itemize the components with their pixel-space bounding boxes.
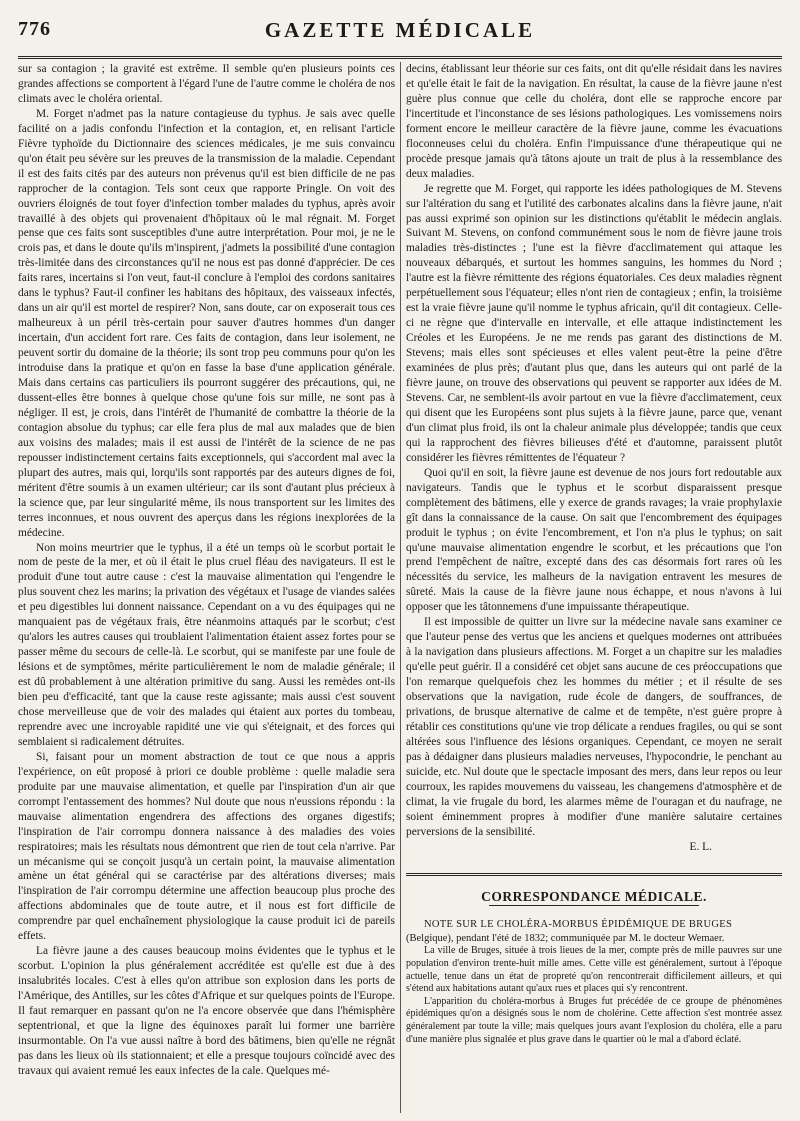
paragraph: Quoi qu'il en soit, la fièvre jaune est devenue de nos jours fort redoutable aux navigateurs. Tandis que le typhus et le scorbut disparaissent presque complètement des bâtimens, elle y exerce de grands ravages; la vraie prophylaxie gît dans la connaissance de la cause. On sait que l'encombrement des équipages produit le typhus ; on évite l'encombrement, et l'on n'a plus le typhus; on sait qu'une mauvaise alimentation engendre le scorbut, et les précautions que l'on prend l'empêchent de naître, excepté dans des cas désormais fort rares où les nécessités du service, les malheurs de la navigation entravent les mesures de sûreté. Mais la cause de la fièvre jaune nous échappe, et nous n'avons à lui opposer que les tâtonnemens d'une impuissante thérapeutique.: [406, 466, 782, 614]
note-heading-caps: NOTE SUR LE CHOLÉRA-MORBUS ÉPIDÉMIQUE DE BRUGES: [424, 919, 733, 931]
paragraph: L'apparition du choléra-morbus à Bruges fut précédée de ce groupe de phénomènes épidémiques qu'on a désignés sous le nom de cholérine. Cette affection s'est montrée assez généralement par toute la ville; mais quelques jours avant l'explosion du choléra, elle a paru d'une manière plus signalée et plus grave dans le quartier où le mal a d'abord éclaté.: [406, 995, 782, 1045]
paragraph: decins, établissant leur théorie sur ces faits, ont dit qu'elle résidait dans les navires et qu'elle était le fait de la navigation. En résultat, la cause de la fièvre jaune n'est guère plus connue que celle du choléra, dont elle se rapproche encore par l'incertitude et l'inconstance de ses lésions pathologiques. Les vomissemens noirs forment encore le meilleur caractère de la fièvre jaune, comme les évacuations floconneuses celui du choléra. Enfin l'impuissance d'une thérapeutique qui ne procède presque jamais qu'à tâtons ajoute un trait de plus à la ressemblance des deux maladies.: [406, 63, 782, 180]
paragraph: Je regrette que M. Forget, qui rapporte les idées pathologiques de M. Stevens sur l'altération du sang et l'utilité des carbonates alcalins dans la fièvre jaune, n'ait pas aussi exprimé son opinion sur les distinctions qu'établit le médecin anglais. Suivant M. Stevens, on confond communément sous le nom de fièvre jaune trois maladies très-distinctes ; l'une est la fièvre d'acclimatement qui attaque les nouveaux débarqués, et surtout les hommes sanguins, les hommes du Nord ; l'autre est la fièvre rémittente des régions équatoriales. Ces deux maladies règnent perpétuellement sous l'équateur; elles n'ont rien de contagieux ; enfin, la troisième est la vraie fièvre jaune qu'il nomme le typhus africain, qu'il dit contagieux. Celle-ci ne règne que d'intervalle en intervalle, et elle attaque indistinctement les Créoles et les Européens. Je ne me rends pas garant des distinctions de M. Stevens; mais elles sont spécieuses et elles valent peut-être la peine d'être examinées de plus près; d'autant plus que, dans les auteurs qui ont parlé de la fièvre jaune, on trouve des observations qui peuvent se rapporter aux idées de M. Stevens. Car, ne semblent-ils avoir partout en vue la fièvre d'acclimatement, ceux qui disent que les Européens sont plus sujets à la fièvre jaune, parce que, venant d'un climat plus froid, ils ont la chaleur animale plus développée; tandis que ceux qui la rapprochent des fièvres bilieuses d'été et d'automne, paraissent plutôt considérer les fièvres rémittentes de l'équateur ?: [406, 182, 782, 464]
journal-title: GAZETTE MÉDICALE: [264, 18, 536, 42]
left-column: [18, 62, 395, 1113]
page-number: 776: [18, 18, 51, 40]
paragraph: Il est impossible de quitter un livre sur la médecine navale sans examiner ce que l'auteur pense des vertus que les anciens et quelques modernes ont attribuées à la navigation dans plusieurs affections. M. Forget a un chapitre sur les maladies qu'elle peut guérir. Il a considéré cet objet sans aucune de ces préoccupations que l'on remarque quelquefois chez les hommes du métier ; et il résulte de ses observations que la navigation, rude école de dangers, de souffrances, de privations, de brusque alternative de calme et de tempête, n'est guère propre à rétablir ces constitutions qu'une vie trop délicate a rendues fragiles, ou qui se sont altérées sous l'influence des lésions organiques. Cependant, ce moyen ne serait pas à dédaigner dans plusieurs maladies nerveuses, l'hypocondrie, le penchant au suicide, etc. Nul doute que le spectacle imposant des mers, dans leur repos ou leur courroux, les rapides mouvemens du vaisseau, les changemens d'atmosphère et de climat, la vie frugale du bord, les alarmes même de l'ouragan et du naufrage, ne soient éminemment propres à modifier d'une manière salutaire certaines perversions de la sensibilité.: [406, 616, 782, 838]
right-column: [406, 62, 782, 1113]
note-heading-rest: (Belgique), pendant l'été de 1832; communiquée par M. le docteur Wemaer.: [406, 932, 725, 944]
paragraph: sur sa contagion ; la gravité est extrême. Il semble qu'en plusieurs points ces grandes affections se comportent à l'égard l'une de l'autre comme le choléra de nos climats avec le choléra oriental.: [18, 63, 395, 105]
paragraph: Non moins meurtrier que le typhus, il a été un temps où le scorbut portait le nom de peste de la mer, et où il était le plus cruel fléau des navigateurs. Il est le produit d'une tout autre cause : c'est la mauvaise alimentation qui l'engendre le plus souvent chez les marins; la privation des végétaux et l'usage de viandes salées et peu digestibles lui donnent naissance. Cependant on a vu des équipages qui ne manquaient pas de végétaux frais, être néanmoins attaqués par le scorbut; c'est qu'alors les autres causes qui troublaient l'alimentation étaient assez fortes pour se passer même du secours de celle-là. Le scorbut, qui se manifeste par une foule de lésions et de symptômes, mérite particulièrement le nom de maladie générale; il est dû probablement à une altération primitive du sang. Aussi les remèdes ont-ils bien peu d'efficacité, tant que la cause reste agissante; mais aussi c'est souvent chose merveilleuse que de voir des malades qui étaient aux portes du tombeau, reprendre avec une incroyable rapidité une vie qui s'éteignait, et des forces qui semblaient si radicalement détruites.: [18, 541, 395, 748]
column-divider: [400, 62, 401, 1113]
article-signature: E. L.: [689, 840, 712, 853]
paragraph: Si, faisant pour un moment abstraction de tout ce que nous a appris l'expérience, on eût proposé à priori ce double problème : quelle maladie sera produite par une mauvaise alimentation, et quelle par l'inspiration d'un air que corrompt l'entassement des hommes? Nul doute que nous n'eussions répondu : la mauvaise alimentation engendrera des affections des organes digestifs; l'inspiration de l'air corrompu donnera naissance à des maladies des voies respiratoires; mais les résultats nous démontrent que rien de tout cela n'arrive. Par un mécanisme qui se conçoit jusqu'à un certain point, la mauvaise alimentation amène un état général qui se caractérise par des altérations diverses; mais l'inspiration de l'air corrompu détermine une affection beaucoup plus proche des affections abdominales que de toute autre, et il nous est fort difficile de comprendre par quel enchaînement physiologique la cause produit ici de pareils effets.: [18, 750, 395, 943]
paragraph: La fièvre jaune a des causes beaucoup moins évidentes que le typhus et le scorbut. L'opinion la plus généralement accréditée est qu'elle est due à des insalubrités locales. C'est à elles qu'on attribue son explosion dans les ports de l'Amérique, des Antilles, sur les côtes d'Afrique et sur quelques points de l'Europe. Il faut remarquer en passant qu'on ne l'a encore observée que dans l'hémisphère septentrional, et que la ligne des équinoxes paraît lui former une barrière insurmontable. On l'a vue aussi naître à bord des bâtimens, bien qu'elle ne régnât pas dans les lieux où ils stationnaient; et elle a presque toujours coïncidé avec des travaux qui avaient remué les eaux infectes de la cale. Quelques mé-: [18, 945, 395, 1077]
page-header: [18, 18, 782, 48]
note-body: [406, 945, 782, 1046]
section-title: [406, 890, 782, 907]
paragraph: La ville de Bruges, située à trois lieues de la mer, compte près de mille pauvres sur une population d'environ trente-huit mille ames. Cette ville est généralement, surtout à l'époque actuelle, tenue dans un état de propreté qu'on rencontrerait difficilement ailleurs, et qui s'étend aux habitations autant qu'aux rues et places qui s'y rencontrent.: [406, 945, 782, 995]
section-title-text: CORRESPONDANCE MÉDICALE.: [481, 888, 707, 904]
header-rule: [18, 56, 782, 59]
note-heading: [406, 918, 782, 945]
section-rule: [406, 873, 782, 876]
paragraph: M. Forget n'admet pas la nature contagieuse du typhus. Je sais avec quelle facilité on a jadis confondu l'infection et la contagion, et, en relisant l'article Fièvre typhoïde du Dictionnaire des sciences médicales, je me suis convaincu qu'on était peu sévère sur les preuves de la transmission de la maladie. Cependant il est des faits cités par des auteurs non prévenus qu'il est bien difficile de ne pas rapprocher de la contagion. Tels sont ceux que rapporte Pringle. On voit des ouvriers éloignés de tout foyer d'infection tomber malades du typhus, après avoir travaillé à des objets qui provenaient d'hôpitaux où le mal régnait. M. Forget pense que ces faits sont susceptibles d'une autre interprétation. Pour moi, je ne le crois pas, et dans le doute qu'ils m'inspirent, j'admets la possibilité d'une contagion très-limitée dans des circonstances qu'il ne nous est pas donné d'apprécier. De ces faits rares, incertains si l'on veut, faut-il conclure à l'emploi des cordons sanitaires dans le typhus? Faut-il confiner les habitans des hôpitaux, des vaisseaux infectés, dans un air qu'il est mortel de respirer? Non, sans doute, car on exposerait tous ces malheureux à un péril très-certain pour sauver d'autres hommes d'un danger incertain, d'un accident fort rare. Ces faits de contagion, dans leur isolement, ne peuvent sortir du domaine de la théorie; ils sont trop peu communs pour qu'on les introduise dans la pratique et qu'on en fasse la base d'une application générale. Mais dans certains cas particuliers ils pourront suggérer des précautions, qui, ne dussent-elles être bonnes à quelque chose qu'une fois sur mille, ne sont pas à négliger. Il est, je crois, dans l'intérêt de l'humanité de combattre la théorie de la contagion absolue du typhus; car elle fera plus de mal aux malades que de bien aux voisins des malades; mais il est aussi de l'intérêt de la science de ne pas repousser indistinctement certains faits exceptionnels, qui s'accordent mal avec la plupart des autres, mais qui, lorqu'ils sont rapportés par des auteurs dignes de foi, méritent d'être soumis à un examen ultérieur; car ils sont d'autant plus précieux à la science que, par leur singularité même, ils nous transportent sur les limites des terres inconnues, et nous ouvrent des aperçus dans les régions inexplorées de la médecine.: [18, 107, 395, 539]
section-title-underline: [489, 905, 699, 906]
